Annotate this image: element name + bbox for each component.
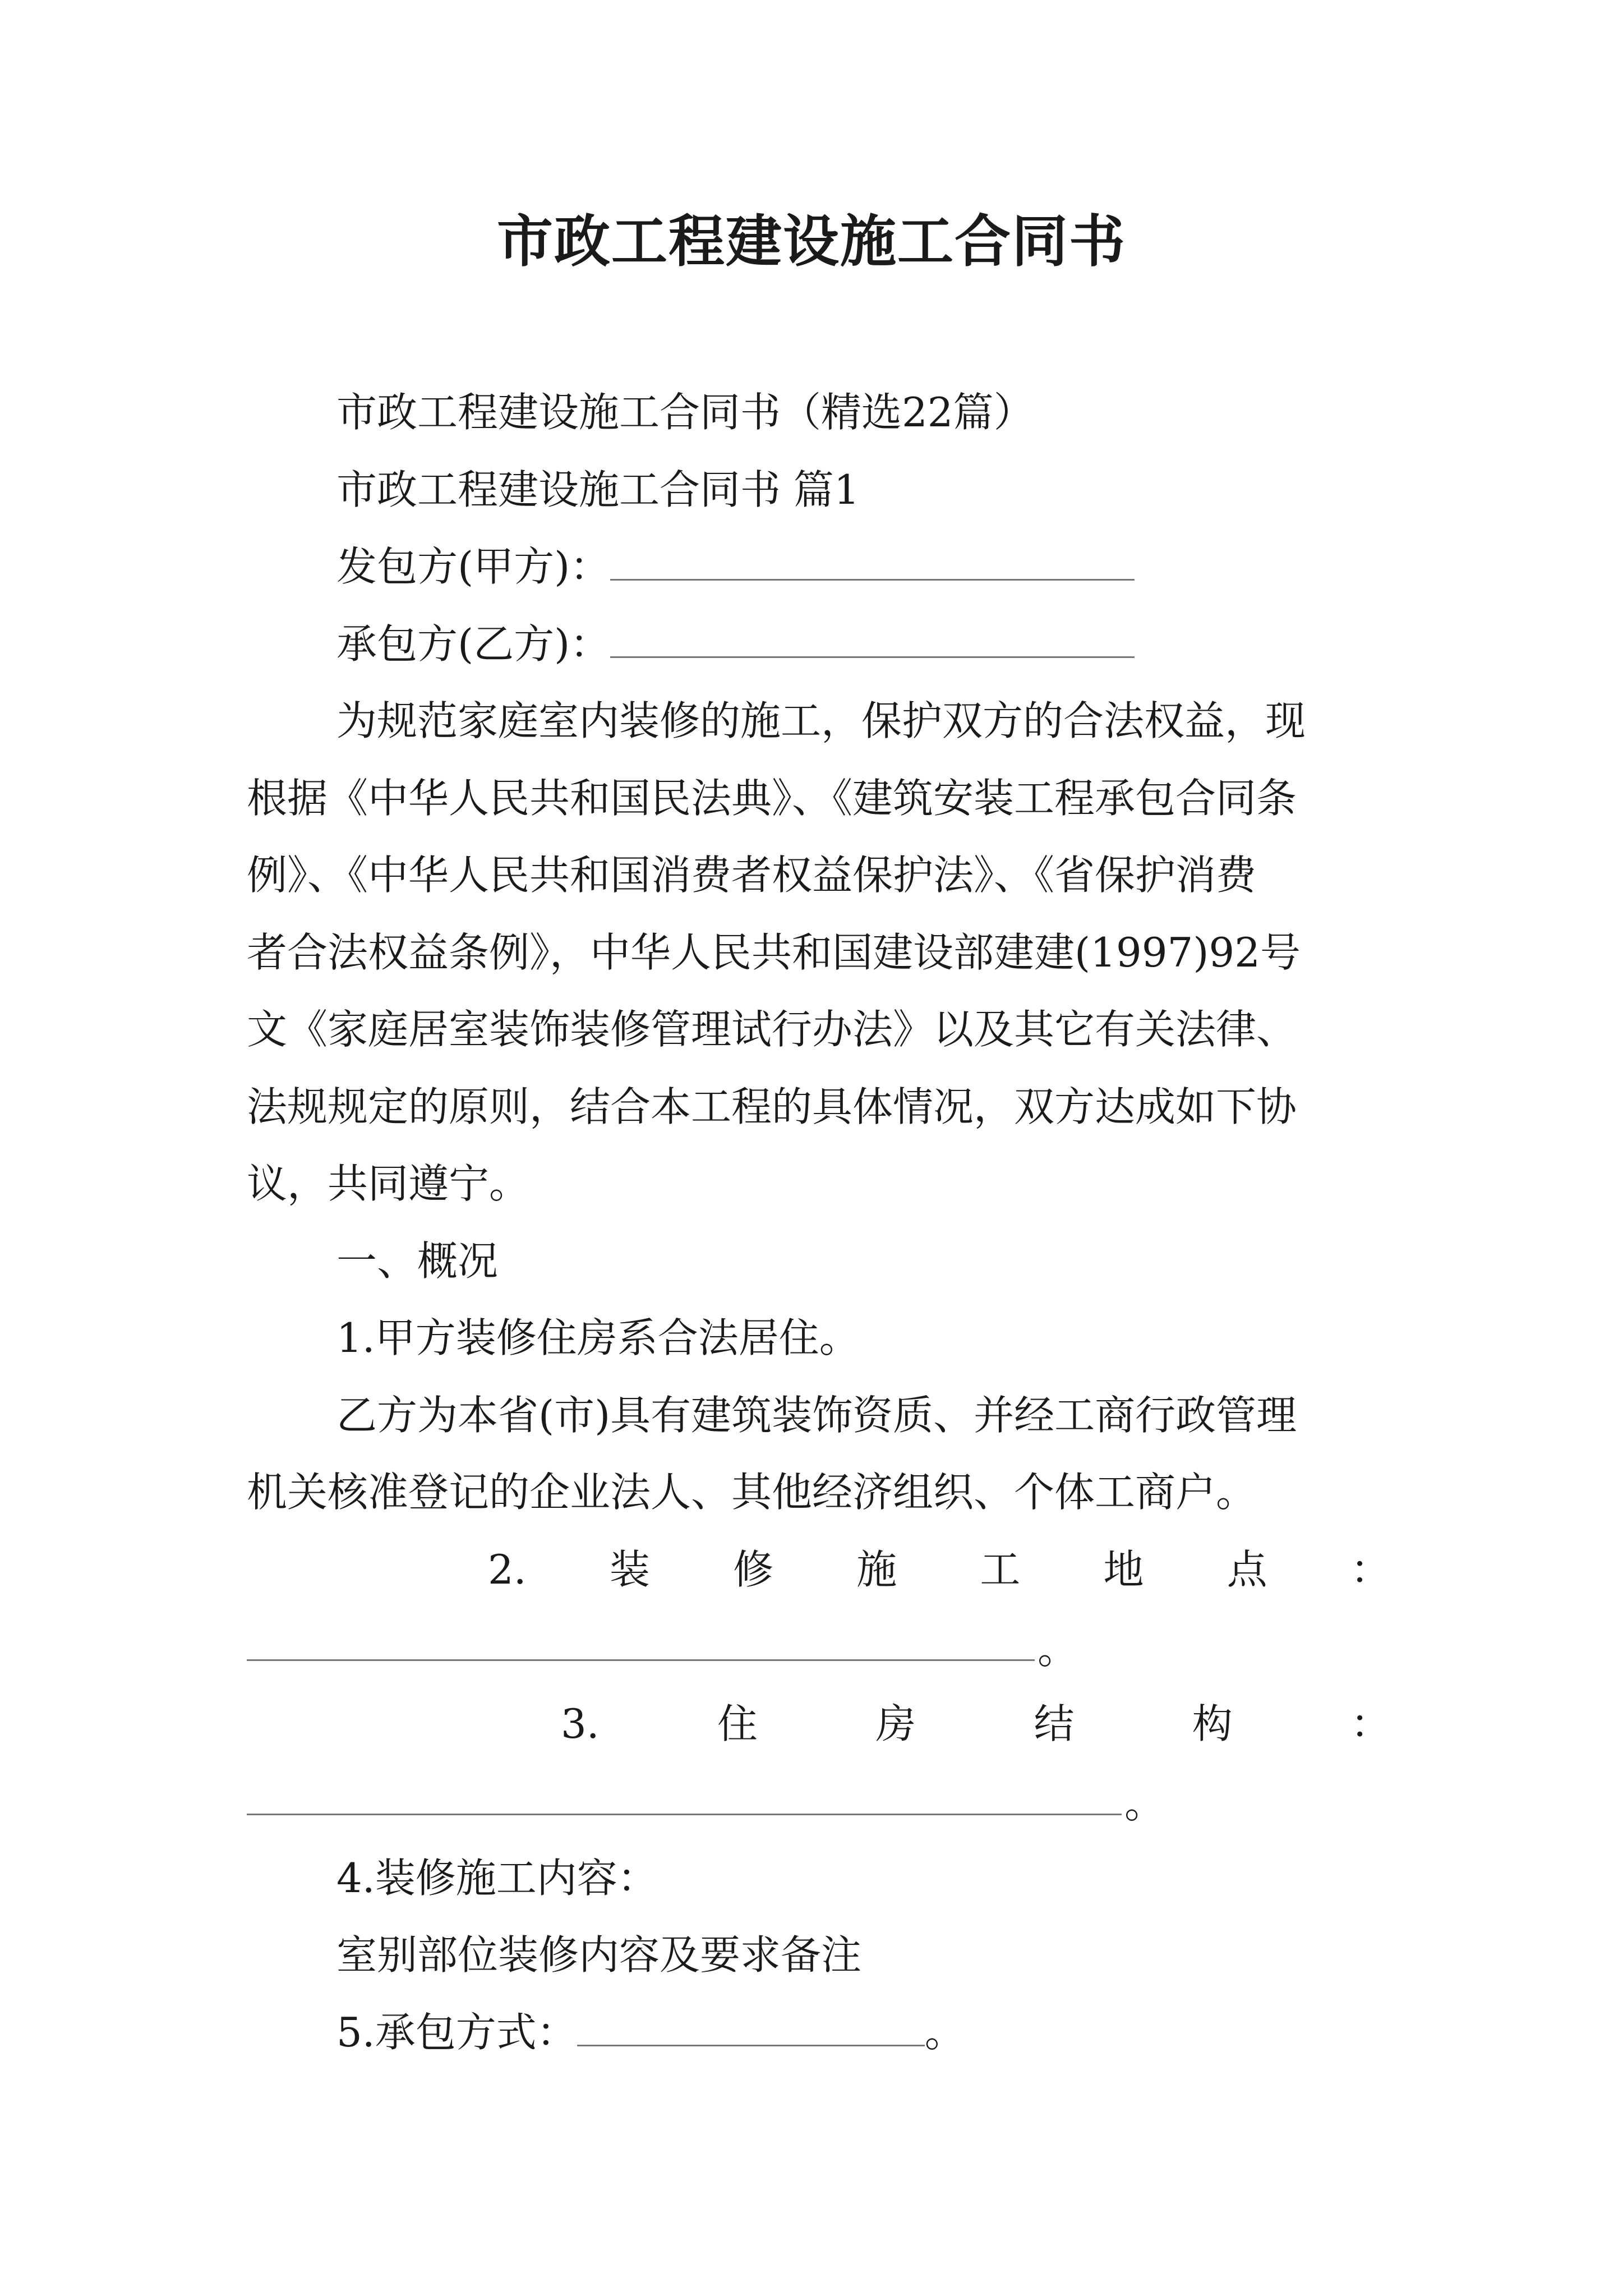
clause-2-blank [247, 1659, 1035, 1661]
clause-3-label [561, 1696, 1391, 1752]
party-b-description: 机关核准登记的企业法人、其他经济组织、个体工商户。 [247, 1469, 1257, 1516]
clause-2-char: 修 [733, 1546, 774, 1593]
document-title: 市政工程建设施工合同书 [497, 208, 1126, 274]
clause-3-end: 。 [1124, 1780, 1165, 1827]
party-b-description: 乙方为本省(市)具有建筑装饰资质、并经工商行政管理 [336, 1392, 1297, 1439]
clause-5-blank [577, 2005, 925, 2046]
party-a-row [336, 539, 1391, 595]
party-b-blank [610, 617, 1135, 658]
clause-3-char: ： [1350, 1700, 1391, 1747]
clause-5-end: 。 [924, 2009, 965, 2056]
party-b-label: 承包方(乙方)： [336, 620, 611, 668]
party-a-blank [610, 540, 1135, 581]
clause-3-char: 房 [875, 1700, 916, 1747]
intro-line: 根据《中华人民共和国民法典》、《建筑安装工程承包合同条 [247, 775, 1297, 822]
clause-5-label: 5.承包方式： [336, 2009, 577, 2056]
clause-2-char: ： [1350, 1546, 1391, 1593]
clause-3-blank [247, 1814, 1122, 1815]
clause-3-char: 构 [1192, 1700, 1233, 1747]
clause-2-label [488, 1542, 1391, 1598]
article-heading: 市政工程建设施工合同书 篇1 [336, 466, 860, 513]
intro-line: 法规规定的原则，结合本工程的具体情况，双方达成如下协 [247, 1083, 1297, 1130]
clause-3-char: 住 [717, 1700, 758, 1747]
clause-5-row [336, 2004, 1391, 2060]
document-subtitle: 市政工程建设施工合同书（精选22篇） [336, 389, 1034, 436]
clause-2-char: 工 [980, 1546, 1021, 1593]
party-b-row [336, 616, 1391, 672]
intro-line: 为规范家庭室内装修的施工，保护双方的合法权益，现 [336, 697, 1306, 744]
clause-2-char: 地 [1103, 1546, 1144, 1593]
clause-1: 1.甲方装修住房系合法居住。 [336, 1314, 860, 1361]
section-heading: 一、概况 [336, 1237, 499, 1285]
clause-2-char: 2. [488, 1546, 527, 1593]
clause-4: 4.装修施工内容： [336, 1855, 658, 1902]
party-a-label: 发包方(甲方)： [336, 543, 611, 590]
clause-3-char: 3. [561, 1700, 600, 1747]
clause-2-char: 装 [609, 1546, 650, 1593]
clause-3-char: 结 [1034, 1700, 1075, 1747]
clause-2-char: 施 [856, 1546, 897, 1593]
intro-line: 例》、《中华人民共和国消费者权益保护法》、《省保护消费 [247, 852, 1257, 899]
intro-line: 者合法权益条例》，中华人民共和国建设部建建(1997)92号 [247, 929, 1301, 976]
intro-line: 文《家庭居室装饰装修管理试行办法》以及其它有关法律、 [247, 1006, 1297, 1053]
clause-4-table-header: 室别部位装修内容及要求备注 [336, 1931, 862, 1978]
clause-2-char: 点 [1227, 1546, 1267, 1593]
clause-2-end: 。 [1038, 1626, 1078, 1673]
intro-line: 议，共同遵宁。 [247, 1160, 530, 1207]
